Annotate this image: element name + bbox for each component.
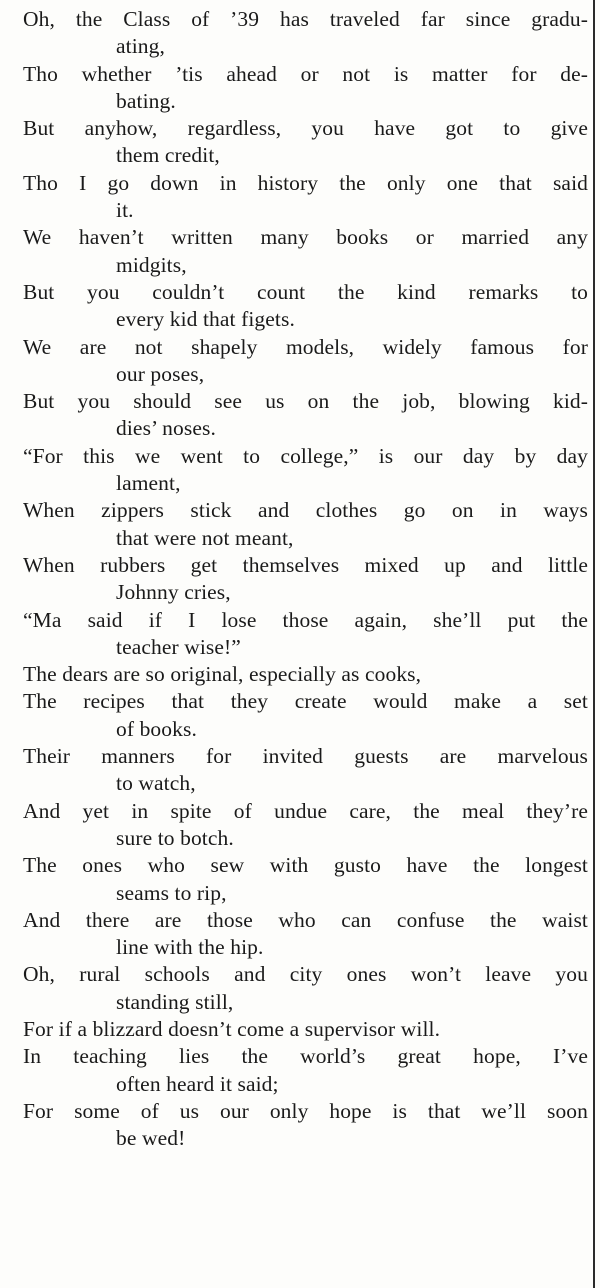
poem-line-continuation: dies’ noses. xyxy=(116,416,216,441)
poem-line-text: “For this we went to college,” is our day by day xyxy=(23,443,588,468)
poem-line xyxy=(23,743,588,798)
poem-line-continuation: to watch, xyxy=(116,771,196,796)
poem-line-text: Tho I go down in history the only one that said xyxy=(23,170,588,195)
poem-line-text: In teaching lies the world’s great hope, I’ve xyxy=(23,1044,588,1069)
poem xyxy=(23,6,588,1152)
poem-line-continuation: line with the hip. xyxy=(116,935,264,960)
poem-line xyxy=(23,115,588,170)
poem-line-text: But you should see us on the job, blowing kid- xyxy=(23,389,588,414)
poem-line xyxy=(23,1043,588,1098)
poem-line-continuation: seams to rip, xyxy=(116,880,227,905)
poem-line-continuation: every kid that figets. xyxy=(116,307,295,332)
poem-line xyxy=(23,961,588,1016)
poem-line xyxy=(23,224,588,279)
poem-line-continuation: our poses, xyxy=(116,361,205,386)
poem-line-text: Oh, rural schools and city ones won’t leave you xyxy=(23,962,588,987)
poem-line-text: When rubbers get themselves mixed up and little xyxy=(23,552,588,577)
poem-line-text: Oh, the Class of ’39 has traveled far since gradu- xyxy=(23,7,588,31)
poem-line-text: And there are those who can confuse the waist xyxy=(23,907,588,932)
poem-line-continuation: them credit, xyxy=(116,143,220,168)
poem-line-continuation: it. xyxy=(116,198,134,223)
poem-line xyxy=(23,661,588,688)
poem-line-text: Their manners for invited guests are marvelous xyxy=(23,744,588,769)
poem-line-text: But anyhow, regardless, you have got to give xyxy=(23,116,588,141)
poem-line-text: The ones who sew with gusto have the longest xyxy=(23,853,588,878)
poem-line xyxy=(23,443,588,498)
poem-line-text: But you couldn’t count the kind remarks to xyxy=(23,279,588,304)
poem-line xyxy=(23,798,588,853)
poem-line-continuation: be wed! xyxy=(116,1126,186,1151)
poem-line xyxy=(23,497,588,552)
poem-line-continuation: Johnny cries, xyxy=(116,580,231,605)
poem-line-continuation: of books. xyxy=(116,716,197,741)
poem-line-text: “Ma said if I lose those again, she’ll put the xyxy=(23,607,588,632)
column-rule xyxy=(593,0,595,1288)
poem-line xyxy=(23,907,588,962)
poem-line xyxy=(23,852,588,907)
poem-line xyxy=(23,170,588,225)
poem-line xyxy=(23,688,588,743)
poem-line-continuation: ating, xyxy=(116,34,165,59)
poem-line-text: The dears are so original, especially as cooks, xyxy=(23,662,422,687)
poem-line-continuation: lament, xyxy=(116,471,181,496)
poem-line-text: We are not shapely models, widely famous for xyxy=(23,334,588,359)
poem-line xyxy=(23,1098,588,1153)
poem-line xyxy=(23,6,588,61)
poem-line-continuation: teacher wise!” xyxy=(116,634,241,659)
poem-line-continuation: standing still, xyxy=(116,989,234,1014)
poem-line xyxy=(23,1016,588,1043)
poem-line-text: For if a blizzard doesn’t come a supervisor will. xyxy=(23,1016,441,1041)
poem-line-text: Tho whether ’tis ahead or not is matter for de- xyxy=(23,61,588,86)
poem-line-continuation: that were not meant, xyxy=(116,525,294,550)
poem-line xyxy=(23,61,588,116)
poem-line-text: We haven’t written many books or married any xyxy=(23,225,588,250)
poem-line-text: The recipes that they create would make a set xyxy=(23,689,588,714)
poem-line xyxy=(23,607,588,662)
poem-line-continuation: often heard it said; xyxy=(116,1071,279,1096)
poem-line xyxy=(23,279,588,334)
poem-line xyxy=(23,552,588,607)
poem-line xyxy=(23,334,588,389)
poem-line xyxy=(23,388,588,443)
poem-line-text: When zippers stick and clothes go on in ways xyxy=(23,498,588,523)
poem-line-text: For some of us our only hope is that we’ll soon xyxy=(23,1098,588,1123)
poem-line-continuation: sure to botch. xyxy=(116,825,234,850)
poem-line-continuation: midgits, xyxy=(116,252,187,277)
poem-line-continuation: bating. xyxy=(116,88,176,113)
poem-line-text: And yet in spite of undue care, the meal they’re xyxy=(23,798,588,823)
